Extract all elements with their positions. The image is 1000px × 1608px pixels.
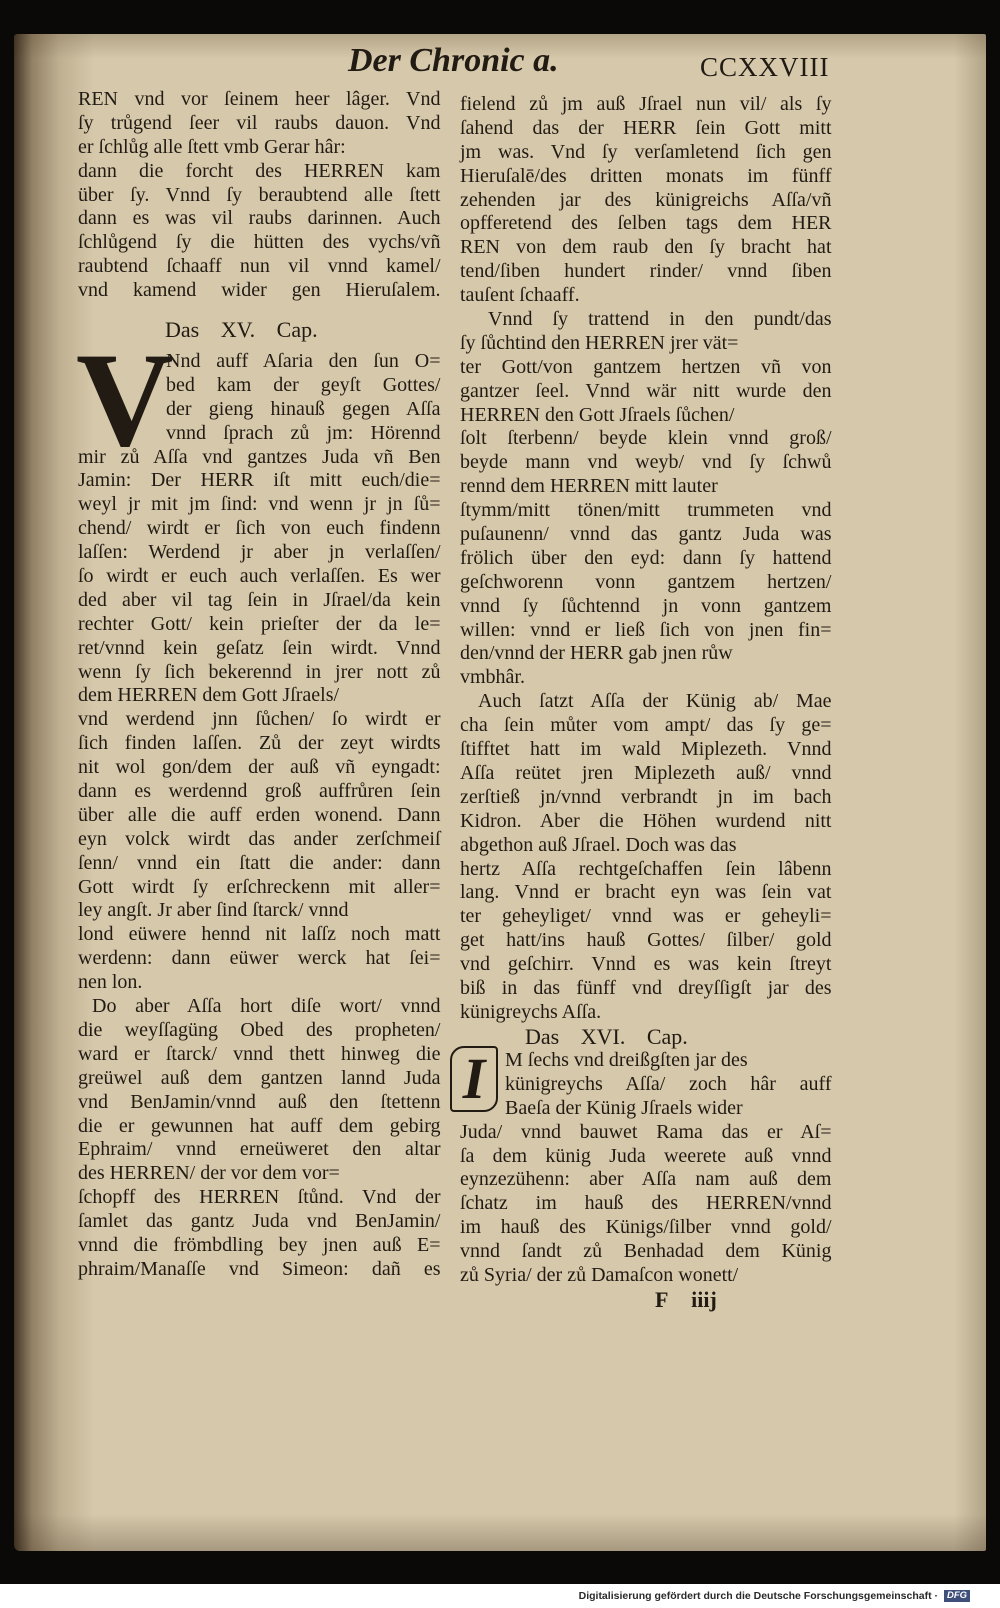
text-line	[460, 356, 832, 380]
line-text: ter Gott/von gantzem hertzen vñ von	[460, 355, 832, 378]
line-text: ſa dem künig Juda weerete auß vnnd	[460, 1144, 832, 1167]
text-line	[78, 1019, 441, 1043]
text-line	[460, 810, 832, 834]
line-text: ſy ſůchtind den HERREN jrer vät=	[460, 331, 739, 354]
text-line	[78, 422, 441, 446]
line-text: hertz Aſſa rechtgeſchaffen ſein lâbenn	[460, 857, 832, 880]
text-line	[78, 1234, 441, 1258]
text-line	[78, 828, 441, 852]
line-text: tauſent ſchaaff.	[460, 284, 580, 307]
line-text: nit wol gon/dem der auß vñ eyngadt:	[78, 756, 441, 779]
line-text: ſtifftet hatt im wald Miplezeth. Vnnd	[460, 738, 832, 761]
line-text: ſchlůgend ſy die hütten des vychs/vñ	[78, 231, 441, 254]
text-line	[460, 1216, 832, 1240]
text-line	[78, 517, 441, 541]
line-text: ſich finden laſſen. Zů der zeyt wirdts	[78, 732, 441, 755]
text-line	[460, 929, 832, 953]
line-text: Aſſa reütet jren Miplezeth auß/ vnnd	[460, 761, 832, 784]
line-text: tend/ſiben hundert rinder/ vnnd ſiben	[460, 260, 832, 283]
text-line	[78, 88, 441, 112]
text-line	[78, 756, 441, 780]
line-text: künigreychs Aſſa/ zoch hâr auff	[505, 1072, 832, 1095]
text-line	[460, 571, 832, 595]
line-text: Hieruſalē/des dritten monats im fünff	[460, 164, 832, 187]
text-line	[78, 589, 441, 613]
line-text: chend/ wirdt er ſich von euch findenn	[78, 517, 441, 540]
line-text: der gieng hinauß gegen Aſſa	[166, 397, 441, 420]
chapter-heading-xvi: Das XVI. Cap.	[525, 1024, 688, 1049]
text-line	[78, 1115, 441, 1139]
line-text: bed kam der geyſt Gottes/	[166, 373, 441, 396]
line-text: ſchatz im hauß des HERREN/vnnd	[460, 1192, 832, 1215]
line-text: ſenn/ vnnd ein ſtatt die ander: dann	[78, 851, 441, 874]
text-line	[460, 332, 832, 356]
line-text: Kidron. Aber die Höhen wurdend nitt	[460, 809, 832, 832]
text-line	[78, 971, 441, 995]
text-line	[78, 1258, 441, 1282]
text-line	[460, 738, 832, 762]
line-text: laſſen: Werdend jr aber jn verlaſſen/	[78, 541, 441, 564]
text-line	[78, 374, 441, 398]
line-text: M ſechs vnd dreißgſten jar des	[505, 1049, 748, 1071]
text-line	[460, 834, 832, 858]
decorated-initial: I	[450, 1046, 498, 1112]
line-text: er ſchlůg alle ſtett vmb Gerar hâr:	[78, 135, 346, 158]
line-text: des HERREN/ der vor dem vor=	[78, 1162, 340, 1185]
line-text: lond eüwere hennd nit laſſz noch matt	[78, 923, 441, 946]
text-line	[460, 786, 832, 810]
text-line	[78, 923, 441, 947]
text-line	[78, 613, 441, 637]
text-line	[460, 284, 832, 308]
line-text: REN vnd vor ſeinem heer lâger. Vnd	[78, 88, 441, 110]
text-line	[78, 398, 441, 422]
text-line	[460, 1001, 832, 1025]
text-line	[78, 804, 441, 828]
left-column-chapter	[78, 350, 441, 1282]
line-text: abgethon auß Jſrael. Doch was das	[460, 833, 737, 856]
text-line	[78, 708, 441, 732]
text-line	[78, 350, 441, 374]
line-text: ſolt ſterbenn/ beyde klein vnnd groß/	[460, 427, 832, 450]
text-line	[78, 493, 441, 517]
line-text: vnnd ſprach zů jm: Hörennd	[166, 421, 441, 444]
line-text: ſo wirdt er euch auch verlaſſen. Es wer	[78, 565, 441, 588]
line-text: frölich über den eyd: dann ſy hattend	[460, 546, 832, 569]
line-text: zehenden jar des künigreichs Aſſa/vñ	[460, 188, 832, 211]
line-text: get hatt/ins hauß Gottes/ ſilber/ gold	[460, 929, 832, 952]
text-line	[78, 1043, 441, 1067]
line-text: fielend zů jm auß Jſrael nun vil/ als ſy	[460, 93, 832, 115]
running-title: Der Chronic a.	[348, 42, 559, 79]
text-line	[460, 858, 832, 882]
line-text: rennd dem HERREN mitt lauter	[460, 475, 718, 498]
line-text: Auch ſatzt Aſſa der Künig ab/ Mae	[478, 690, 832, 713]
text-line	[460, 1168, 832, 1192]
line-text: Baeſa der Künig Jſraels wider	[505, 1096, 743, 1119]
line-text: den/vnnd der HERR gab jnen růw	[460, 642, 733, 665]
line-text: vnnd ſandt zů Benhadad dem Künig	[460, 1240, 832, 1263]
line-text: dann es werdennd groß auffrůren ſein	[78, 780, 441, 803]
line-text: gantzer ſeel. Vnnd wär nitt wurde den	[460, 379, 832, 402]
text-line	[460, 714, 832, 738]
line-text: dann die forcht des HERREN kam	[78, 159, 441, 182]
text-line	[78, 1210, 441, 1234]
left-column-top	[78, 88, 441, 303]
text-line	[460, 1049, 832, 1073]
text-line	[78, 184, 441, 208]
text-line	[460, 1192, 832, 1216]
text-line	[78, 876, 441, 900]
line-text: künigreychs Aſſa.	[460, 1000, 602, 1023]
text-line	[460, 690, 832, 714]
text-line	[78, 1138, 441, 1162]
text-line	[78, 446, 441, 470]
dfg-logo: DFG	[944, 1590, 970, 1602]
line-text: Ephraim/ vnnd erneüweret den altar	[78, 1138, 441, 1161]
text-line	[460, 212, 832, 236]
line-text: mir zů Aſſa vnd gantzes Juda vñ Ben	[78, 445, 441, 468]
digitization-footer	[0, 1584, 1000, 1608]
line-text: ward er ſtarck/ vnnd thett hinweg die	[78, 1042, 441, 1065]
line-text: ſy trůgend ſeer vil raubs dauon. Vnd	[78, 111, 441, 134]
text-line	[460, 260, 832, 284]
line-text: phraim/Manaſſe vnd Simeon: dañ es	[78, 1257, 441, 1280]
text-line	[460, 905, 832, 929]
line-text: beyde mann vnd weyb/ vnd ſy ſchwů	[460, 451, 832, 474]
text-line	[460, 165, 832, 189]
text-line	[460, 475, 832, 499]
line-text: Jamin: Der HERR iſt mitt euch/die=	[78, 469, 441, 492]
text-line	[78, 1186, 441, 1210]
line-text: greüwel auß dem gantzen lannd Juda	[78, 1066, 441, 1089]
chapter-heading-xv: Das XV. Cap.	[165, 317, 318, 342]
line-text: opfferetend des ſelben tags dem HER	[460, 212, 832, 235]
text-line	[78, 255, 441, 279]
text-line	[78, 732, 441, 756]
line-text: vnd kamend wider gen Hieruſalem.	[78, 279, 441, 302]
line-text: vnnd die frömbdling bey jnen auß E=	[78, 1233, 441, 1256]
text-line	[78, 852, 441, 876]
line-text: ſchopff des HERREN ſtůnd. Vnd der	[78, 1186, 441, 1209]
text-line	[460, 1097, 832, 1121]
line-text: weyl jr mit jm ſind: vnd wenn jr jn ſů=	[78, 493, 441, 516]
text-line	[460, 523, 832, 547]
text-line	[460, 404, 832, 428]
text-line	[78, 684, 441, 708]
text-line	[460, 953, 832, 977]
text-line	[78, 279, 441, 303]
text-line	[78, 112, 441, 136]
text-line	[460, 595, 832, 619]
text-line	[78, 637, 441, 661]
text-line	[460, 619, 832, 643]
line-text: Vnnd ſy trattend in den pundt/das	[488, 308, 832, 331]
line-text: nen lon.	[78, 971, 143, 994]
line-text: werdenn: dann eüwer werck hat ſei=	[78, 947, 441, 970]
line-text: die er gewunnen hat auff dem gebirg	[78, 1114, 441, 1137]
text-line	[460, 977, 832, 1001]
line-text: eynzezühenn: aber Aſſa nam auß dem	[460, 1168, 832, 1191]
line-text: REN von dem raub den ſy bracht hat	[460, 236, 832, 259]
line-text: wenn ſy ſich bekerennd in jrer nott zů	[78, 660, 441, 683]
line-text: dem HERREN dem Gott Jſraels/	[78, 684, 340, 707]
text-line	[460, 1264, 832, 1288]
line-text: raubtend ſchaaff nun vil vnnd kamel/	[78, 255, 441, 278]
line-text: die weyſſagüng Obed des propheten/	[78, 1018, 441, 1041]
text-line	[460, 451, 832, 475]
line-text: puſaunenn/ vnnd das gantz Juda was	[460, 523, 832, 546]
line-text: Nnd auff Aſaria den ſun O=	[166, 350, 441, 372]
text-line	[78, 160, 441, 184]
text-line	[78, 780, 441, 804]
line-text: Do aber Aſſa hort diſe wort/ vnnd	[92, 995, 441, 1018]
line-text: ſamlet das gantz Juda vnd BenJamin/	[78, 1210, 441, 1233]
text-line	[78, 947, 441, 971]
line-text: vnd BenJamin/vnnd auß den ſtettenn	[78, 1090, 441, 1113]
text-line	[460, 762, 832, 786]
text-line	[78, 1067, 441, 1091]
text-line	[78, 207, 441, 231]
line-text: dann es was vil raubs darinnen. Auch	[78, 207, 441, 230]
line-text: im hauß des Künigs/ſilber vnnd gold/	[460, 1216, 832, 1239]
text-line	[78, 661, 441, 685]
right-column-chapter	[460, 1049, 832, 1288]
line-text: biß in das fünff vnd dreyſſigſt jar des	[460, 976, 832, 999]
text-line	[460, 642, 832, 666]
text-line	[460, 236, 832, 260]
line-text: zů Syria/ der zů Damaſcon wonett/	[460, 1264, 739, 1287]
line-text: ret/vnnd kein geſatz ſein wirdt. Vnnd	[78, 636, 441, 659]
line-text: Juda/ vnnd bauwet Rama das er Aſ=	[460, 1120, 832, 1143]
line-text: ded aber vil tag ſein in Jſrael/da kein	[78, 588, 441, 611]
line-text: über ſy. Vnnd ſy beraubtend alle ſtett	[78, 183, 441, 206]
text-line	[460, 547, 832, 571]
text-line	[78, 231, 441, 255]
line-text: ſahend das der HERR ſein Gott mitt	[460, 116, 832, 139]
text-line	[78, 565, 441, 589]
text-line	[460, 308, 832, 332]
line-text: HERREN den Gott Jſraels ſůchen/	[460, 403, 735, 426]
line-text: ſtymm/mitt tönen/mitt trummeten vnd	[460, 499, 832, 522]
line-text: über alle die auff erden wonend. Dann	[78, 803, 441, 826]
text-line	[460, 427, 832, 451]
text-line	[78, 541, 441, 565]
text-line	[460, 117, 832, 141]
line-text: vnd werdend jnn ſůchen/ ſo wirdt er	[78, 708, 441, 731]
line-text: rechter Gott/ kein prieſter der da le=	[78, 612, 441, 635]
text-line	[460, 1073, 832, 1097]
right-column-top	[460, 93, 832, 1025]
text-line	[78, 1091, 441, 1115]
text-line	[78, 1162, 441, 1186]
line-text: lang. Vnnd er bracht eyn was ſein vat	[460, 881, 832, 904]
text-line	[460, 1121, 832, 1145]
initial-capital: V	[76, 326, 174, 475]
line-text: geſchworenn vonn gantzem hertzen/	[460, 570, 832, 593]
signature-mark: F iiij	[655, 1287, 717, 1312]
line-text: ley angſt. Jr aber ſind ſtarck/ vnnd	[78, 899, 349, 922]
text-line	[460, 93, 832, 117]
text-line	[460, 499, 832, 523]
text-line	[78, 899, 441, 923]
text-line	[460, 1145, 832, 1169]
text-line	[460, 1240, 832, 1264]
line-text: willen: vnnd er ließ ſich von jnen fin=	[460, 618, 832, 641]
line-text: vnnd ſy ſůchtennd jn vonn gantzem	[460, 594, 832, 617]
line-text: cha ſein můter vom ampt/ das ſy ge=	[460, 714, 832, 737]
folio-number: CCXXVIII	[700, 52, 830, 82]
text-line	[460, 189, 832, 213]
text-line	[460, 666, 832, 690]
line-text: eyn volck wirdt das ander zerſchmeiſ	[78, 827, 441, 850]
line-text: vmbhâr.	[460, 666, 525, 689]
line-text: Gott wirdt ſy erſchreckenn mit aller=	[78, 875, 441, 898]
digitization-credit: Digitalisierung gefördert durch die Deutsche Forschungsgemeinschaft ·	[578, 1590, 938, 1602]
text-line	[460, 380, 832, 404]
text-line	[460, 881, 832, 905]
text-line	[78, 995, 441, 1019]
line-text: ter geheyliget/ vnnd was er geheyli=	[460, 905, 832, 928]
text-line	[460, 141, 832, 165]
line-text: jm was. Vnd ſy verſamletend ſich gen	[460, 140, 832, 163]
line-text: zerſtieß jn/vnnd verbrandt jn im bach	[460, 785, 832, 808]
text-line	[78, 469, 441, 493]
text-line	[78, 136, 441, 160]
line-text: vnd geſchirr. Vnnd es was kein ſtreyt	[460, 953, 832, 976]
